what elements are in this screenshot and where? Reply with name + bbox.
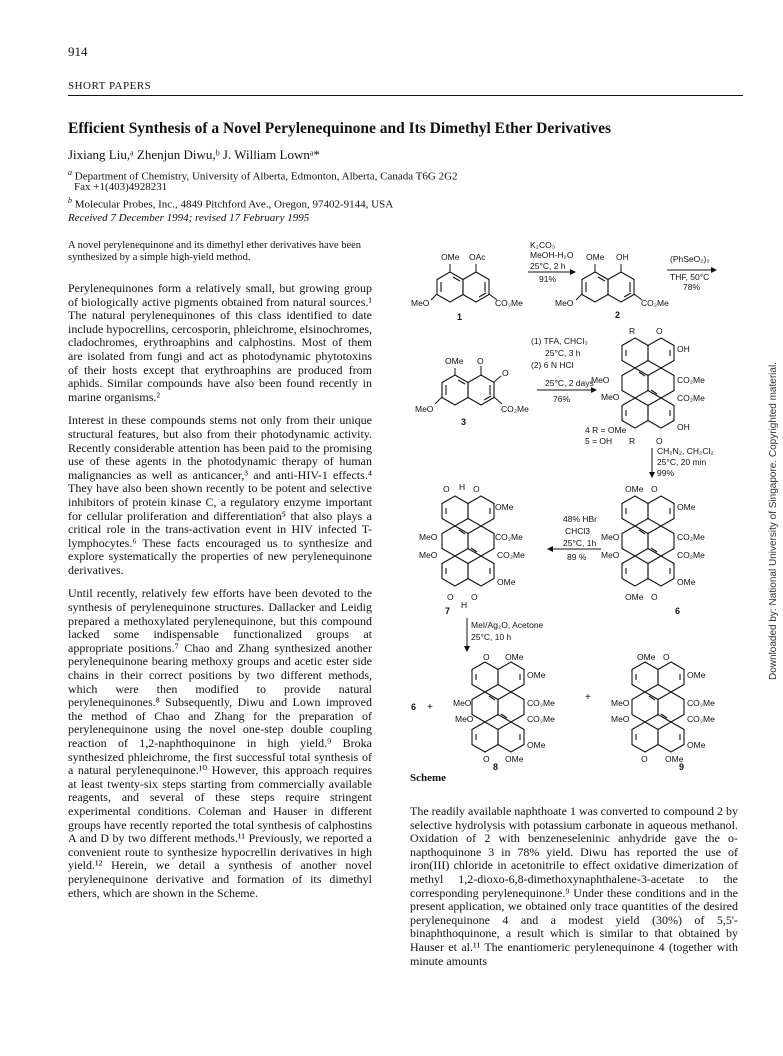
plus-sign: + bbox=[585, 692, 591, 703]
compound-7-structure bbox=[442, 496, 494, 586]
label: MeO bbox=[611, 698, 630, 708]
affiliation-mark: a bbox=[68, 168, 72, 177]
compound-number: 3 bbox=[461, 417, 467, 427]
label: CO₂Me bbox=[497, 550, 525, 560]
paragraph: Interest in these compounds stems not only from their unique structural features, but also from their photodynamic activity. Recently considerable attention has been paid to the promising use of these agents in the photodynamic therapy of human malignancies as well as anticancer,³ and anti-HIV-1 effects.⁴ They have also been shown recently to be potent and selective inhibitors of protein kinase C, a regulatory enzyme important for cellular proliferation and differentiation⁵ that also plays a critical role in the trans-activation event in HIV infected T-lymphocytes.⁶ These facts encouraged us to synthesize and explore systematically the properties of new perylenequinone derivatives. bbox=[68, 413, 372, 577]
affiliation-fax bbox=[74, 180, 167, 194]
running-head: SHORT PAPERS bbox=[68, 80, 152, 92]
body-column-left bbox=[68, 282, 372, 910]
label: CO₂Me bbox=[677, 375, 705, 385]
label: CO₂Me bbox=[527, 698, 555, 708]
compound-number: 6 bbox=[411, 702, 417, 712]
label: CO₂Me bbox=[501, 404, 529, 414]
label: O bbox=[447, 592, 454, 602]
condition: 25°C, 20 min bbox=[657, 457, 707, 467]
reagent: K₂CO₃ bbox=[530, 240, 556, 250]
label: H bbox=[461, 600, 468, 610]
label: OMe bbox=[625, 484, 644, 494]
compound-number: 1 bbox=[457, 312, 463, 322]
label: OMe bbox=[505, 754, 524, 764]
reagent: MeI/Ag₂O, Acetone bbox=[471, 620, 544, 630]
yield: 91% bbox=[539, 274, 557, 284]
label: O bbox=[483, 754, 490, 764]
label: OMe bbox=[527, 670, 546, 680]
yield: 99% bbox=[657, 468, 675, 478]
label: CO₂Me bbox=[677, 550, 705, 560]
label: O bbox=[473, 484, 480, 494]
label: CO₂Me bbox=[495, 298, 523, 308]
condition: THF, 50°C bbox=[670, 272, 710, 282]
reaction-scheme bbox=[405, 240, 750, 770]
label: OAc bbox=[469, 252, 486, 262]
compound-number: 2 bbox=[615, 310, 621, 320]
compound-3-structure bbox=[435, 366, 502, 405]
label: O bbox=[651, 592, 658, 602]
condition: 25°C, 1h bbox=[563, 538, 597, 548]
reagent: CHCl3 bbox=[565, 526, 591, 536]
reagent: MeOH-H₂O bbox=[530, 250, 574, 260]
abstract: A novel perylenequinone and its dimethyl ether derivatives have been synthesized by a simple high-yield method. bbox=[68, 240, 362, 263]
label: MeO bbox=[411, 298, 430, 308]
label: O bbox=[651, 484, 658, 494]
label: MeO bbox=[555, 298, 574, 308]
affiliation-text: Molecular Probes, Inc., 4849 Pitchford Ave., Oregon, 97402-9144, USA bbox=[74, 198, 394, 211]
label: OMe bbox=[441, 252, 460, 262]
compound-6-structure bbox=[622, 496, 674, 586]
compound-9-structure bbox=[632, 662, 684, 752]
label: OMe bbox=[527, 740, 546, 750]
label: CO₂Me bbox=[677, 532, 705, 542]
condition: 25°C, 3 h bbox=[545, 348, 581, 358]
compound-number: 8 bbox=[493, 762, 499, 770]
label: CO₂Me bbox=[641, 298, 669, 308]
label: OMe bbox=[625, 592, 644, 602]
label: MeO bbox=[419, 532, 438, 542]
label: OH bbox=[677, 344, 690, 354]
condition: 25°C, 10 h bbox=[471, 632, 512, 642]
label: OMe bbox=[637, 652, 656, 662]
label: MeO bbox=[601, 532, 620, 542]
label: MeO bbox=[601, 392, 620, 402]
label: O bbox=[656, 326, 663, 336]
reagent: (1) TFA, CHCl₃ bbox=[531, 336, 588, 346]
plus-sign: + bbox=[427, 702, 433, 713]
label: MeO bbox=[591, 375, 610, 385]
reagent: (2) 6 N HCl bbox=[531, 360, 574, 370]
paragraph: Until recently, relatively few efforts have been devoted to the synthesis of perylenequinone structures. Dallacker and Leidig prepared a methoxylated perylenequinone, but this compound lacked some indispensable functionalized groups at appropriate positions.⁷ Chao and Zhang synthesized another perylenequinone bearing methoxy groups and acetic ester side chains in their correct positions by two different methods, which were then modified to provide natural perylenequinones.⁸ Subsequently, Diwu and Lown improved the method of Chao and Zhang for the preparation of perylenequinone using the novel one-step double coupling reaction of 1,2-naphthoquinone in high yield.⁹ Broka synthesized phleichrome, the first successful total synthesis of a natural perylenequinone.¹⁰ However, this approach requires at least twenty-six steps starting from commercially available reagents, and several of these steps require stringent experimental conditions. Coleman and Hauser in different groups have recently reported the total synthesis of calphostins A and D by two different methods.¹¹ Previously, we reported a convenient route to synthesize hypocrellin derivatives in high yield.¹² Herein, we detail a synthesis of another novel perylenequinone derivative and formation of its dimethyl ethers, which are shown in the Scheme. bbox=[68, 586, 372, 900]
fax-text: Fax +1(403)4928231 bbox=[74, 181, 168, 193]
label: O bbox=[502, 368, 509, 378]
paragraph: Perylenequinones form a relatively small, but growing group of biologically active pigments obtained from natural sources.¹ The natural perylenequinones of this class identified to date include hypocrellins, cercosporin, phleichrome, elsinochromes, cladochromes, erythroaphins and calphostins. Most of them are isolated from fungi and act as photodynamic phytotoxins of their hosts except that erythroaphins are produced from aphids. Similar compounds have also been found recently in marine organisms.² bbox=[68, 281, 372, 404]
label: O bbox=[656, 436, 663, 446]
label: OMe bbox=[586, 252, 605, 262]
compound-4-structure bbox=[622, 338, 674, 428]
label: CO₂Me bbox=[677, 393, 705, 403]
label: OMe bbox=[497, 577, 516, 587]
condition: 25°C, 2 days bbox=[545, 378, 594, 388]
label: O bbox=[471, 592, 478, 602]
paragraph: The readily available naphthoate 1 was converted to compound 2 by selective hydrolysis with potassium carbonate in aqueous methanol. Oxidation of 2 with benzeneseleninic anhydride gave the o-napthoquinone 3 in 78% yield. Diwu has reported the use of iron(III) chloride in acetonitrile to effect oxidative dimerization of methyl 1,2-dioxo-6,8-dimethoxynaphthalene-3-acetate to the corresponding perylenequinone.⁹ Under these conditions and in the present application, we obtained only trace quantities of the desired perylenequinone 4 and a modest yield (30%) of 5,5'-binaphthoquinone, a result which is similar to that obtained by Hauser et al.¹¹ The enantiomeric perylenequinone 4 (together with minute amounts bbox=[410, 804, 738, 968]
compound-number: 6 bbox=[675, 606, 681, 616]
label: R bbox=[629, 326, 636, 336]
label: H bbox=[459, 482, 466, 492]
scheme-caption: Scheme bbox=[410, 772, 447, 784]
label: O bbox=[477, 356, 484, 366]
label: CO₂Me bbox=[527, 714, 555, 724]
label: MeO bbox=[601, 550, 620, 560]
label: CO₂Me bbox=[687, 714, 715, 724]
compound-2-structure bbox=[576, 264, 642, 302]
label: MeO bbox=[419, 550, 438, 560]
affiliation-text: Department of Chemistry, University of Alberta, Edmonton, Alberta, Canada T6G 2G2 bbox=[74, 170, 458, 183]
compound-number: 9 bbox=[679, 762, 685, 770]
paper-title: Efficient Synthesis of a Novel Perylenequinone and Its Dimethyl Ether Derivatives bbox=[68, 120, 612, 137]
affiliation-mark: b bbox=[68, 196, 72, 205]
label: 4 R = OMe bbox=[585, 425, 627, 435]
label: OMe bbox=[687, 740, 706, 750]
watermark-text: Downloaded by: National University of Singapore. Copyrighted material. bbox=[768, 362, 779, 680]
authors: Jixiang Liu,ᵃ Zhenjun Diwu,ᵇ J. William Lownᵃ* bbox=[68, 147, 320, 162]
label: CO₂Me bbox=[495, 532, 523, 542]
label: 5 = OH bbox=[585, 436, 613, 446]
label: MeO bbox=[611, 714, 630, 724]
label: OMe bbox=[495, 502, 514, 512]
label: OMe bbox=[445, 356, 464, 366]
label: MeO bbox=[415, 404, 434, 414]
yield: 89 % bbox=[567, 552, 587, 562]
label: OH bbox=[616, 252, 629, 262]
label: R bbox=[629, 436, 636, 446]
yield: 76% bbox=[553, 394, 571, 404]
compound-8-structure bbox=[472, 662, 524, 752]
reagent: 48% HBr bbox=[563, 514, 598, 524]
label: MeO bbox=[455, 714, 474, 724]
reagent: (PhSeO₂)₂ bbox=[670, 254, 710, 264]
compound-1-structure bbox=[431, 264, 497, 302]
label: O bbox=[641, 754, 648, 764]
label: O bbox=[663, 652, 670, 662]
label: OMe bbox=[677, 502, 696, 512]
received-dates: Received 7 December 1994; revised 17 February 1995 bbox=[68, 212, 310, 224]
affiliation-b bbox=[68, 194, 393, 212]
download-watermark bbox=[756, 360, 779, 680]
label: OMe bbox=[665, 754, 684, 764]
label: OMe bbox=[677, 577, 696, 587]
label: OMe bbox=[687, 670, 706, 680]
label: OH bbox=[677, 422, 690, 432]
compound-number: 7 bbox=[445, 606, 451, 616]
yield: 78% bbox=[683, 282, 701, 292]
page-number: 914 bbox=[68, 44, 88, 59]
header-rule bbox=[68, 95, 743, 96]
condition: 25°C, 2 h bbox=[530, 261, 566, 271]
label: CO₂Me bbox=[687, 698, 715, 708]
label: O bbox=[483, 652, 490, 662]
body-column-right bbox=[410, 805, 738, 968]
label: OMe bbox=[505, 652, 524, 662]
label: MeO bbox=[453, 698, 472, 708]
label: O bbox=[443, 484, 450, 494]
reagent: CH₂N₂, CH₂Cl₂ bbox=[657, 446, 714, 456]
